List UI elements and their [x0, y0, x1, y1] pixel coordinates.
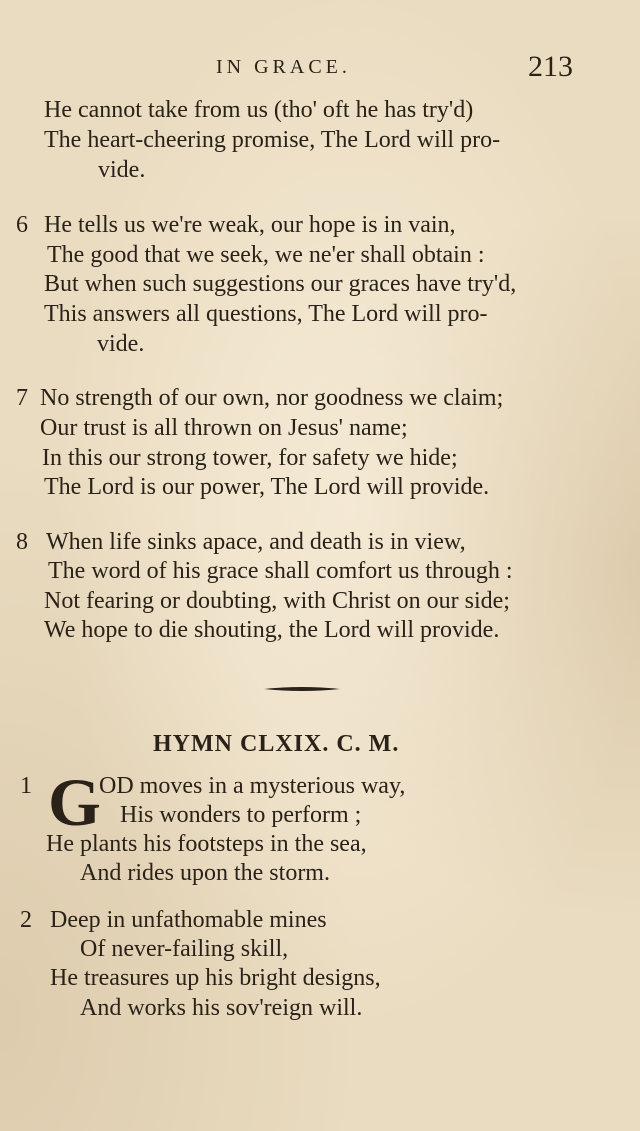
verse-line: The Lord is our power, The Lord will provide.	[44, 474, 490, 500]
verse-line: And works his sov'reign will.	[80, 995, 363, 1021]
hymn-title: HYMN CLXIX. C. M.	[153, 731, 400, 757]
verse-line: In this our strong tower, for safety we hide;	[42, 445, 458, 471]
verse-line: He cannot take from us (tho' oft he has try'd)	[44, 97, 474, 123]
verse-line: But when such suggestions our graces have try'd,	[44, 271, 517, 297]
verse-line: Our trust is all thrown on Jesus' name;	[40, 415, 408, 441]
verse-line: vide.	[98, 157, 146, 183]
verse-line: When life sinks apace, and death is in view,	[46, 529, 466, 555]
verse-line: vide.	[97, 331, 145, 357]
drop-cap: G	[48, 764, 101, 840]
verse-line: The good that we seek, we ne'er shall obtain :	[47, 242, 485, 268]
verse-line: No strength of our own, nor goodness we claim;	[40, 385, 504, 411]
verse-line: And rides upon the storm.	[80, 860, 330, 886]
verse-line: The word of his grace shall comfort us through :	[48, 558, 513, 584]
verse-line: He plants his footsteps in the sea,	[46, 831, 367, 857]
verse-line: We hope to die shouting, the Lord will provide.	[44, 617, 500, 643]
divider-rule	[264, 686, 340, 692]
verse-line: The heart-cheering promise, The Lord will pro-	[44, 127, 501, 153]
verse-line: Not fearing or doubting, with Christ on our side;	[44, 588, 510, 614]
verse-line: Deep in unfathomable mines	[50, 907, 327, 933]
verse-line: Of never-failing skill,	[80, 936, 289, 962]
verse-number: 8	[16, 529, 28, 555]
page-header	[0, 50, 640, 90]
verse-line: This answers all questions, The Lord will pro-	[44, 301, 488, 327]
running-head: IN GRACE.	[216, 56, 351, 78]
verse-number: 2	[20, 907, 32, 933]
verse-number: 7	[16, 385, 28, 411]
verse-number: 1	[20, 773, 32, 799]
verse-line: His wonders to perform ;	[120, 802, 362, 828]
verse-line: He tells us we're weak, our hope is in vain,	[44, 212, 456, 238]
verse-number: 6	[16, 212, 28, 238]
verse-line: OD moves in a mysterious way,	[99, 773, 406, 799]
page-number: 213	[528, 50, 573, 83]
verse-line: He treasures up his bright designs,	[50, 965, 381, 991]
